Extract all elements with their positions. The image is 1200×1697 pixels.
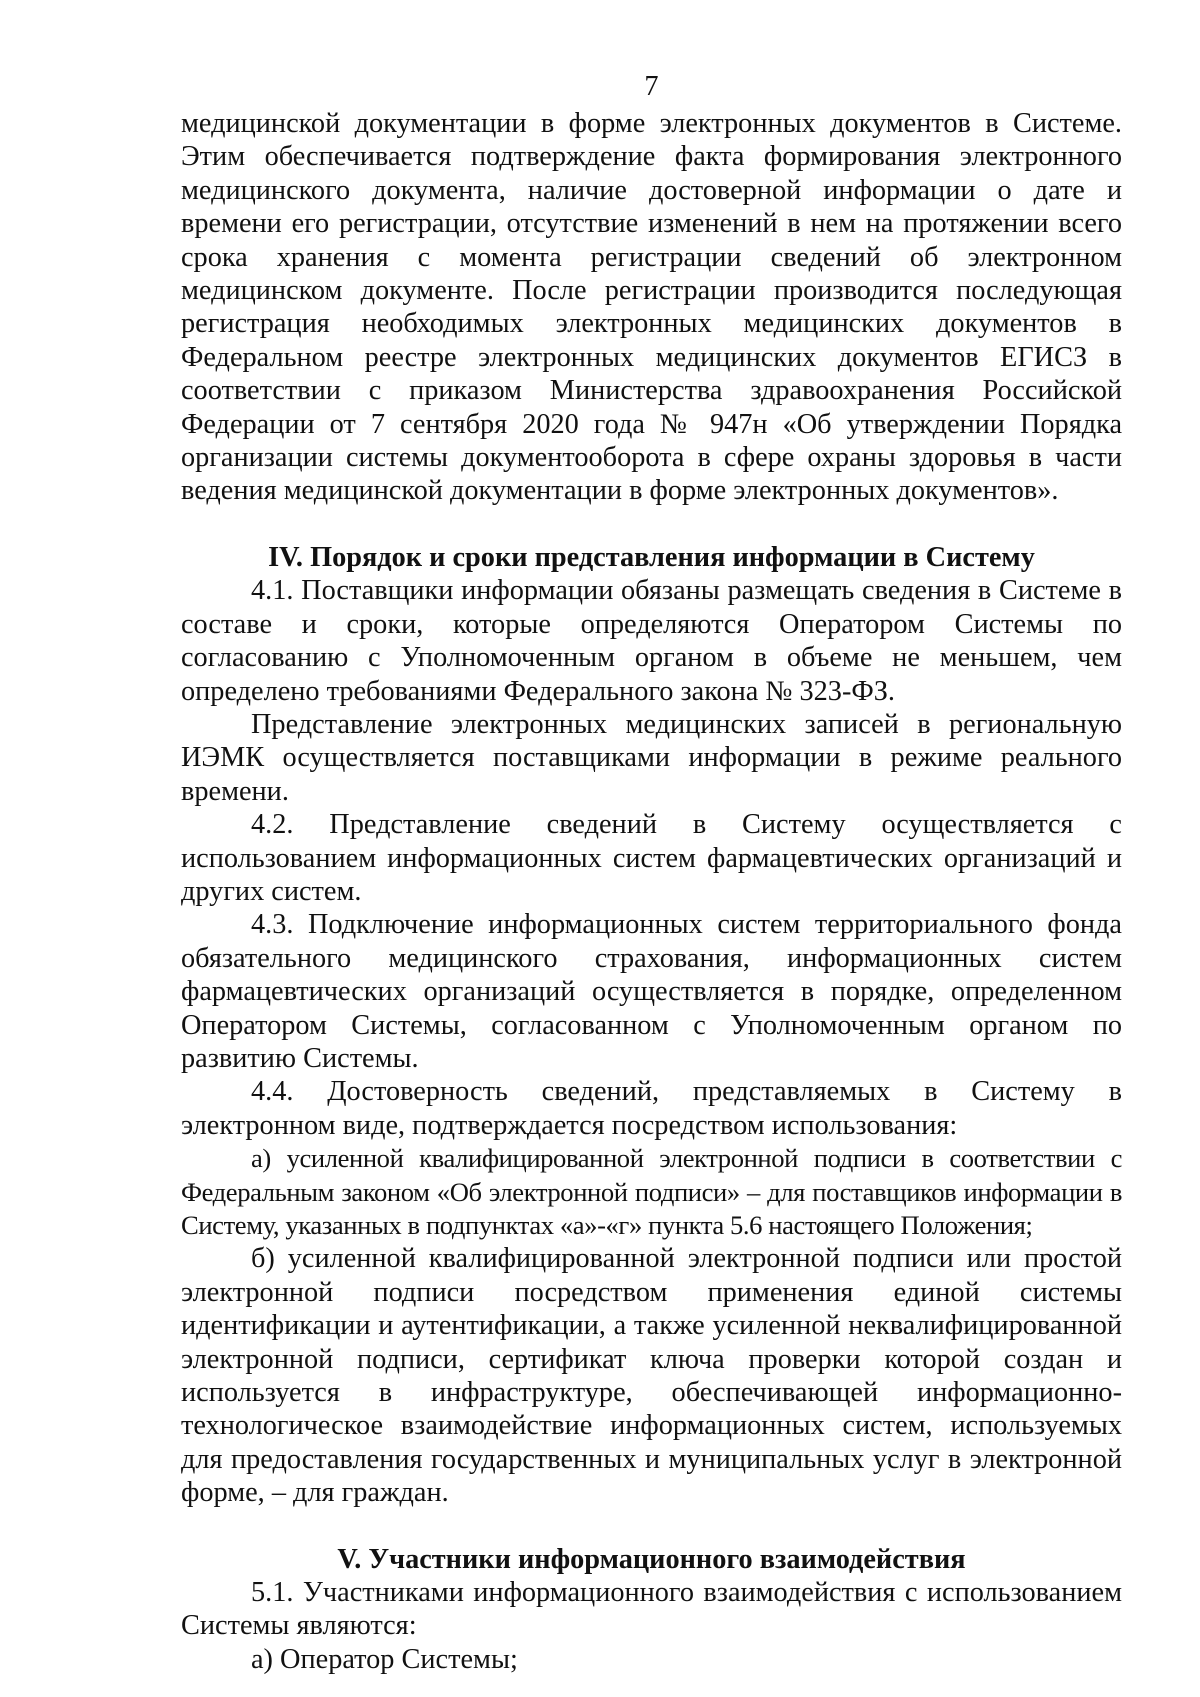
paragraph-4-3: 4.3. Подключение информационных систем территориального фонда обязательного медицинского страхования, информационных систем фармацевтических организаций осуществляется в порядке, определенном Оператором Системы, согласованном с Уполномоченным органом по развитию Системы. [181,909,1122,1074]
paragraph-4-4-b: б) усиленной квалифицированной электронной подписи или простой электронной подписи посредством применения единой системы идентификации и аутентификации, а также усиленной неквалифицированной электронной подписи, сертификат ключа проверки которой создан и используется в инфраструктуре, обеспечивающей информационно-технологическое взаимодействие информационных систем, используемых для предоставления государственных и муниципальных услуг в электронной форме, – для граждан. [181,1243,1122,1509]
document-page [181,70,1122,1676]
paragraph-4-4-a: а) усиленной квалифицированной электронной подписи в соответствии с Федеральным законом «Об электронной подписи» – для поставщиков информации в Систему, указанных в подпунктах «а»-«г» пункта 5.6 настоящего Положения; [181,1143,1122,1240]
page-number: 7 [644,71,659,102]
paragraph-5-1: 5.1. Участниками информационного взаимодействия с использованием Системы являются: [181,1577,1122,1642]
paragraph-4-4: 4.4. Достоверность сведений, представляемых в Систему в электронном виде, подтверждается посредством использования: [181,1076,1122,1141]
paragraph-4-1-continuation: Представление электронных медицинских записей в региональную ИЭМК осуществляется поставщиками информации в режиме реального времени. [181,708,1122,807]
intro-paragraph: медицинской документации в форме электронных документов в Системе. Этим обеспечивается подтверждение факта формирования электронного медицинского документа, наличие достоверной информации о дате и времени его регистрации, отсутствие изменений в нем на протяжении всего срока хранения с момента регистрации сведений об электронном медицинском документе. После регистрации производится последующая регистрация необходимых электронных медицинских документов в Федеральном реестре электронных медицинских документов ЕГИСЗ в соответствии с приказом Министерства здравоохранения Российской Федерации от 7 сентября 2020 года № 947н «Об утверждении Порядка организации системы документооборота в сфере охраны здоровья в части ведения медицинской документации в форме электронных документов». [181,108,1122,507]
paragraph-4-1: 4.1. Поставщики информации обязаны размещать сведения в Системе в составе и сроки, которые определяются Оператором Системы по согласованию с Уполномоченным органом в объеме не меньшем, чем определено требованиями Федерального закона № 323-ФЗ. [181,575,1122,707]
spacer [181,1510,1122,1543]
section-4-heading: IV. Порядок и сроки представления информации в Систему [268,541,1035,573]
spacer [181,508,1122,541]
paragraph-4-2: 4.2. Представление сведений в Систему осуществляется с использованием информационных систем фармацевтических организаций и других систем. [181,809,1122,907]
paragraph-5-1-a: а) Оператор Системы; [251,1643,518,1675]
section-5-heading: V. Участники информационного взаимодействия [337,1543,966,1575]
